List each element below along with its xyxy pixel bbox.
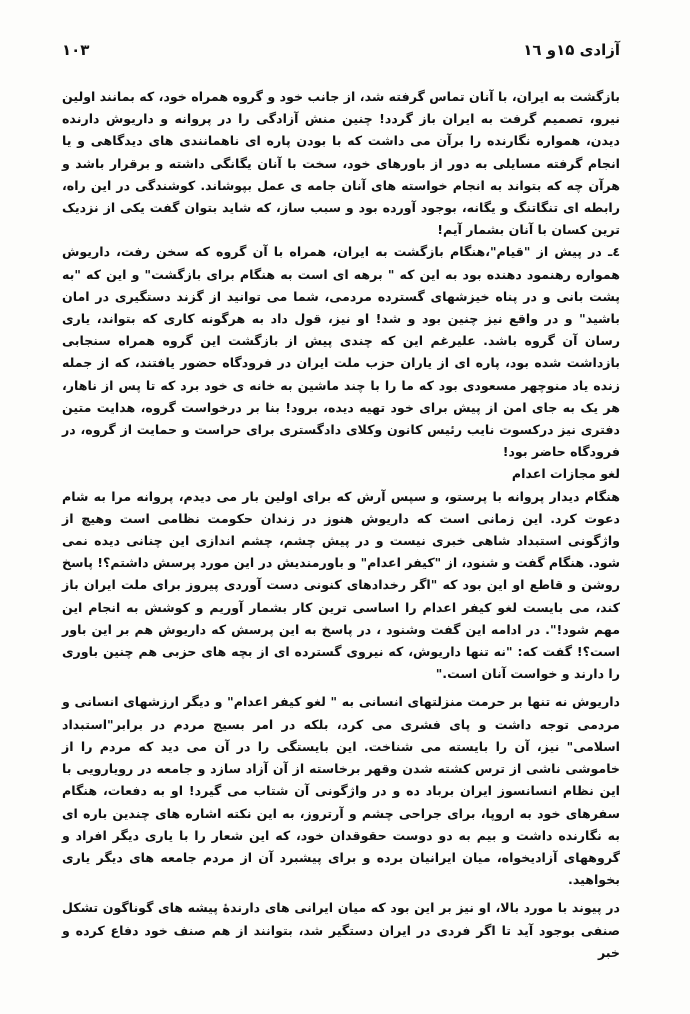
- paragraph-2: ٤ـ در پیش از "قیام"،هنگام بازگشت به ایران، همراه با آن گروه که سخن رفت، داریوش همواره رهنمود دهنده بود به این که " برهه ای است به هنگام برای بازگشت" و این که "به پشت بانی و در پناه خیزشهای گسترده مردمی، شما می توانید از گزند دستگیری در امان باشید" و در واقع نیز چنین بود و شد! او نیز، قول داد به هرگونه کاری که بتواند، یاری رسان آن گروه باشد. علیرغم این که چندی پیش از بازگشت این گروه همراه سنجابی بازداشت شده بود، پاره ای از یاران حزب ملت ایران در فرودگاه حضور یافتند، که از جمله زنده یاد منوچهر مسعودی بود که ما را با چند ماشین به خانه ی خود برد که تا پس از ناهار، هر یک به جای امن از پیش برای خود تهیه دیده، برود! بنا بر درخواست گروه، هدایت متین دفتری نیز درکسوت نایب رئیس کانون وکلای دادگستری برای حراست و حمایت از گروه، در فرودگاه حاضر بود!: [62, 244, 620, 460]
- body-text: [62, 86, 620, 964]
- paragraph-1: بازگشت به ایران، با آنان تماس گرفته شد، از جانب خود و گروه همراه خود، که بمانند اولین نیرو، تصمیم گرفت به ایران باز گردد! چنین منش آزادگی را در پروانه و داریوش دارنده دیدن، همواره نگارنده را برآن می داشت که با بودن پاره ای ناهمانندی های دیدگاهی و یا انجام گرفته مسایلی به دور از باورهای خود، سخت با آنان یگانگی داشته و برقرار باشد و هرآن چه که بتواند به انجام خواسته های آنان جامه ی عمل بپوشاند. کوشندگی در این راه، رابطه ای تنگاتنگ و یگانه، بوجود آورده بود و سبب ساز، که شاید بتوان گفت یکی از نزدیک ترین کسان با آنان بشمار آیم!: [62, 89, 620, 238]
- running-header: [62, 36, 620, 64]
- paragraph-5: در پیوند با مورد بالا، او نیز بر این بود که میان ایرانی های دارندهٔ پیشه های گوناگون تشکل صنفی بوجود آید تا اگر فردی در ایران دستگیر شد، بتوانند از هم صنف خود دفاع کرده و خبر: [62, 900, 620, 960]
- paragraph-4: داریوش نه تنها بر حرمت منزلتهای انسانی به " لغو کیفر اعدام" و دیگر ارزشهای انسانی و مردمی توجه داشت و پای فشری می کرد، بلکه در امر بسیج مردم در برابر"استبداد اسلامی" نیز، آن را بایسته می شناخت. این بایستگی را در آن می دید که مردم را از خاموشی ناشی از ترس کشته شدن وقهر برخاسته از آن آزاد سازد و جامعه در رویارویی با این نظام انسانسوز ایران برباد ده و در واژگونی آن شتاب می گیرد! او به دفعات، هنگام سفرهای خود به اروپا، برای جراحی چشم و آرتروز، به این نکته اشاره های چندین باره ای به نگارنده داشت و بیم به دو دوست حقوقدان خود، که این شعار را با یاری دیگر افراد و گروههای آزادیخواه، میان ایرانیان برده و برای پیشبرد آن از مردم جامعه های دیگر یاری بخواهید.: [62, 694, 620, 888]
- section-heading: لغو مجازات اعدام: [511, 466, 620, 482]
- paragraph-3: هنگام دیدار پروانه با پرستو، و سپس آرش که برای اولین بار می دیدم، پروانه مرا به شام دعوت کرد. این زمانی است که داریوش هنوز در زندان حکومت نظامی است وهیچ از واژگونی استبداد شاهی خبری نیست و در پیش چشم، چشم اندازی این چنانی دیده نمی شود. هنگام گفت و شنود، از "کیفر اعدام" و باورمندیش در این مورد پرسش داشتم؟! پاسخ روشن و قاطع او این بود که "اگر رخدادهای کنونی دست آوردی پیروز برای ملت ایران باز کند، می بایست لغو کیفر اعدام را اساسی ترین کار بشمار آوریم و کوشش به انجام این مهم شود!". در ادامه این گفت وشنود ، در پاسخ به این پرسش که داریوش هم بر این باور است؟! گفت که: "نه تنها داریوش، که نیروی گسترده ای از بچه های حزبی هم چنین باوری را دارند و خواست آنان است.": [62, 488, 620, 682]
- page-number: ۱۰۳: [62, 41, 90, 59]
- running-title: آزادی ۱۵و ۱٦: [523, 41, 620, 59]
